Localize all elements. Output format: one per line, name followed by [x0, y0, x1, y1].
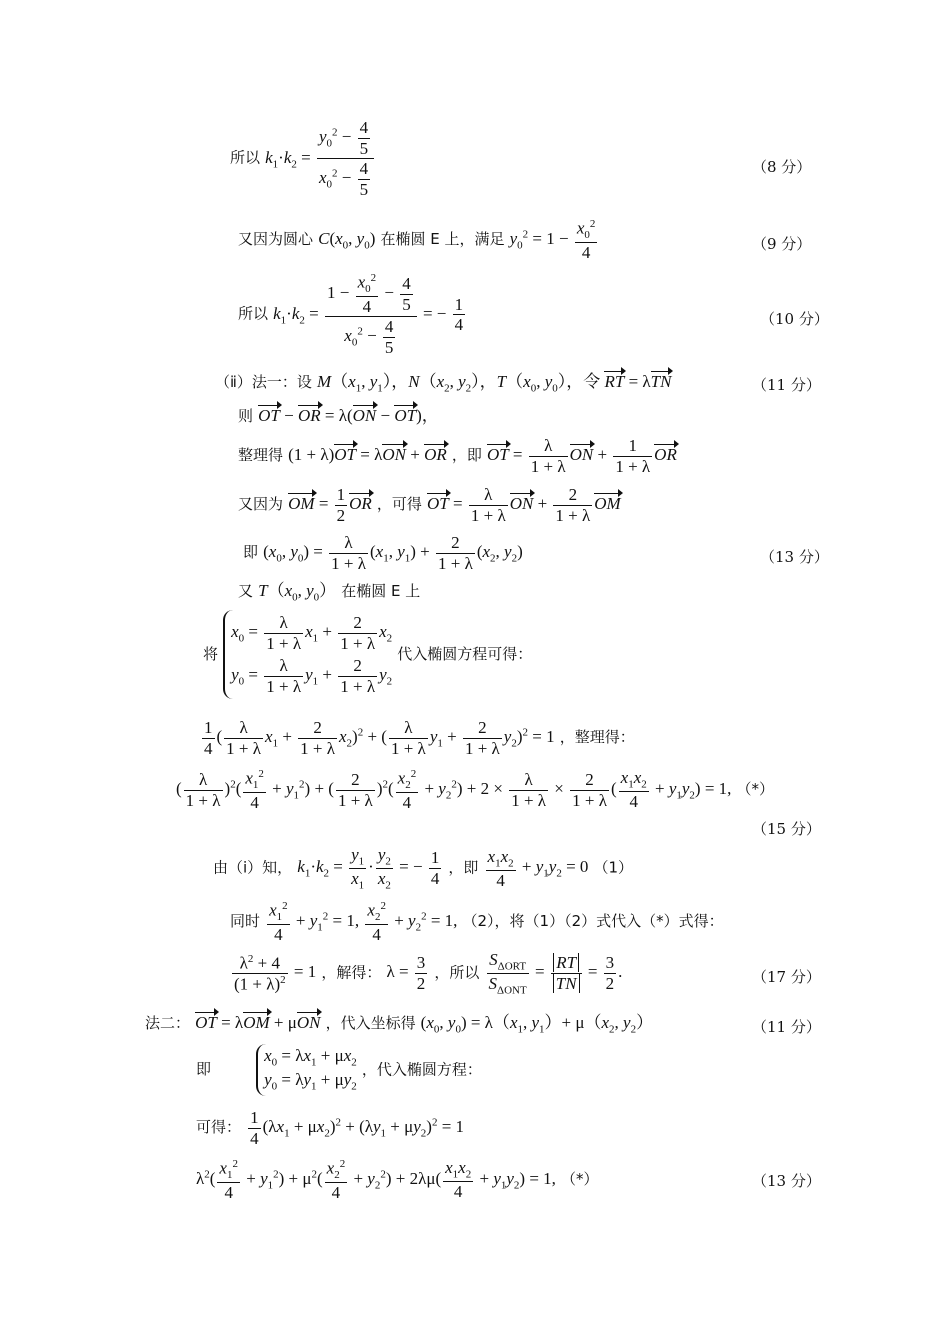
eq-simplify-ot: 整理得 (1 + λ)OT = λON + OR ，即 OT = $\frac{\lambda}{1 + \lambda}$ ON + $\frac{1}{1 + \lambda}$ OR: [238, 436, 677, 476]
score-17: （17 分）: [752, 968, 821, 986]
eq-expanded-star-2: $\lambda^2$( $\frac{x_1^2}{4}$ + $y_1^2) + \mu^2$( $\frac{x_2^2}{4}$ + $y_2^2) + 2\lambda\mu$( $\frac{x_1x_2}{4}$ + $y_1y_2) = 1$, （*）: [196, 1158, 599, 1202]
score-13b: （13 分）: [752, 1172, 821, 1190]
eq-then: 则 OT − OR = λ(ON − OT)，: [238, 406, 439, 425]
eq-center-on-ellipse: 又因为圆心 $C(x_0$, $y_0$) 在椭圆 E 上，满足 $y_0^2 = 1$ − $\frac{x_0^2}{4}$: [238, 218, 596, 262]
eq-from-i: 由（ⅰ）知， $k_1\cdot k_2$ = $\frac{y_1}{x_1}$ · $\frac{y_2}{x_2}$ = − $\frac{1}{4}$ ，即 $\frac{x_1x_2}{4}$ + $y_1y_2 = 0$ （1）: [213, 845, 634, 892]
eq-k1k2-first: 所以 $k_1\cdot k_2$ = $y_0^2$ − $\frac{4}{5}$ $x_0^2$ − $\frac{4}{5}$: [230, 118, 376, 199]
eq-solve-lambda: $\frac{\lambda^2 + 4}{(1 + \lambda)^2}$ = 1 ，解得： λ = $\frac{3}{2}$ ，所以 $\frac{S_{\Delta ORT}}{S_{\Delta ONT}}$ = $\frac{RT}{TN}$ = $\frac{3}{2}$ .: [234, 950, 623, 997]
score-13a: （13 分）: [760, 548, 829, 566]
score-10: （10 分）: [760, 310, 829, 328]
eq-expanded-star: ( $\frac{\lambda}{1 + \lambda}$ )$^2$( $\frac{x_1^2}{4}$ + $y_1^2$) + ( $\frac{2}{1 + \lambda}$ )$^2$( $\frac{x_2^2}{4}$ + $y_2^2) + 2$ × $\frac{\lambda}{1 + \lambda}$ × $\frac{2}{1 + \lambda}$ ( $\frac{x_1x_2}{4}$ + $y_1y_2) = 1$, （*）: [176, 768, 775, 812]
score-11b: （11 分）: [752, 1018, 821, 1036]
eq-can-get: 可得： $\frac{1}{4}$ $(\lambda x_1 + \mu x_2)^2 + (\lambda y_1 + \mu y_2)^2 = 1$: [196, 1108, 465, 1148]
eq-method2: 法二： OT = λOM + μON ，代入坐标得 ($x_0$, $y_0) = \lambda(x_1$, $y_1)+ \mu(x_2$, $y_2$）: [145, 1013, 654, 1036]
text-so: 所以: [230, 148, 261, 167]
eq-system-1: 将 $x_0$ = $\frac{\lambda}{1 + \lambda}$ $x_1$ + $\frac{2}{1 + \lambda}$ $x_2$ $y_0$ = $\frac{\lambda}{1 + \lambda}$ $y_1$ + $\frac{2}{1 + \lambda}$ $y_2$ 代入椭圆方程可得：: [203, 610, 532, 699]
score-11a: （11 分）: [752, 376, 821, 394]
score-8: （8 分）: [752, 158, 812, 176]
eq-om-half-or: 又因为 OM = $\frac{1}{2}$ OR ，可得 OT = $\frac{\lambda}{1 + \lambda}$ ON + $\frac{2}{1 + \lambda}$ OM: [238, 485, 621, 525]
score-15: （15 分）: [752, 820, 821, 838]
eq-k1k2-result: 所以 $k_1\cdot k_2$ = 1 − $\frac{x_0^2}{4}$ − $\frac{4}{5}$ $x_0^2$ − $\frac{4}{5}$ = − $\frac{1}{4}$: [238, 272, 464, 357]
eq-ii-setup: （ⅱ）法一：设 $M(x_1$, $y_1$），$N(x_2$, $y_2$），$T(x_0$, $y_0$），令 RT = λTN: [215, 372, 672, 395]
eq-substituted: $\frac{1}{4}$ ( $\frac{\lambda}{1 + \lambda}$ $x_1$ + $\frac{2}{1 + \lambda}$ $x_2)^2$ + ( $\frac{\lambda}{1 + \lambda}$ $y_1$ + $\frac{2}{1 + \lambda}$ $y_2)^2 = 1$ ，整理得：: [204, 718, 635, 758]
score-9: （9 分）: [752, 235, 812, 253]
eq-system-2: 即 $x_0 = \lambda x_1 + \mu x_2$ $y_0 = \lambda y_1 + \mu y_2$ ，代入椭圆方程：: [196, 1044, 482, 1096]
eq-same-time: 同时 $\frac{x_1^2}{4}$ + $y_1^2 = 1$, $\frac{x_2^2}{4}$ + $y_2^2 = 1$, （2），将（1）（2）式代入（*）式得：: [230, 900, 724, 944]
eq-T-on-ellipse: 又 $T(x_0$, $y_0$） 在椭圆 E 上: [238, 581, 421, 604]
eq-coord: 即 ($x_0$, $y_0$) = $\frac{\lambda}{1 + \lambda}$ ($x_1$, $y_1$) + $\frac{2}{1 + \lambda}$ ($x_2$, $y_2$): [243, 533, 523, 573]
